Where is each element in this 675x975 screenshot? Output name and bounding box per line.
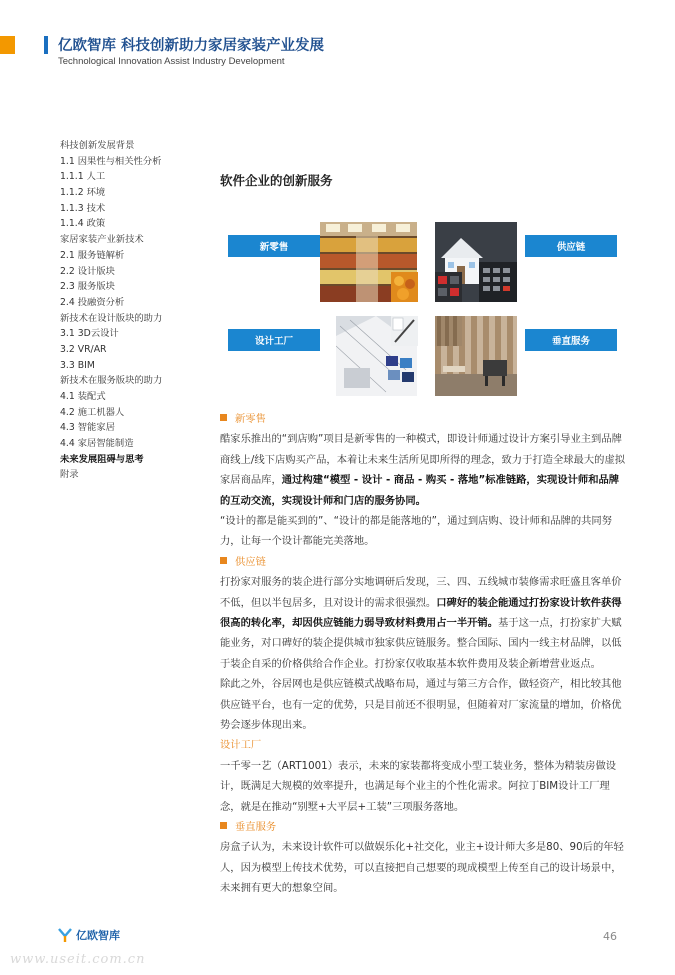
- toc-item[interactable]: 4.4 家居智能制造: [60, 438, 134, 450]
- toc-item[interactable]: 3.3 BIM: [60, 359, 95, 371]
- page-title: 亿欧智库 科技创新助力家居家装产业发展: [58, 38, 325, 54]
- tile-wall-image: [435, 316, 462, 346]
- paragraph: “设计的都是能买到的”、“设计的都是能落地的”，通过到店购、设计师和品牌的共同努力，让每一个设计都能完美落地。: [220, 515, 613, 548]
- label-design-factory[interactable]: 设计工厂: [228, 329, 320, 351]
- heading-supply-chain: 供应链: [220, 552, 628, 572]
- label-new-retail[interactable]: 新零售: [228, 235, 320, 257]
- square-bullet-icon: [220, 822, 227, 829]
- toc-item[interactable]: 4.3 智能家居: [60, 422, 115, 434]
- toc-item[interactable]: 附录: [60, 469, 79, 481]
- footer-logo-text: 亿欧智库: [76, 929, 120, 942]
- toc-item[interactable]: 3.1 3D云设计: [60, 328, 119, 340]
- toc-item[interactable]: 家居家装产业新技术: [60, 234, 144, 246]
- tile-pen-image: [391, 316, 418, 346]
- toc-sidebar: [60, 138, 210, 483]
- toc-item[interactable]: 4.1 装配式: [60, 391, 106, 402]
- paragraph: 打扮家对服务的装企进行部分实地调研后发现，三、四、五线城市装修需求旺盛且客单价不低，但以半包居多，且对设计的需求很强烈。口碑好的装企能通过打扮家设计软件获得很高的转化率，却因供应链能力弱导致材料费用占一半开销。基于这一点，打扮家扩大赋能业务，对口碑好的装企提供城市独家供应链服务。整合国际、国内一线主材品牌，以低于装企自采的价格供给合作企业。打扮家仅收取基本软件费用及装企新增营业返点。: [220, 576, 622, 670]
- label-supply-chain[interactable]: 供应链: [525, 235, 617, 257]
- toc-item[interactable]: 1.1.1 人工: [60, 171, 106, 183]
- page-subtitle: Technological Innovation Assist Industry Development: [58, 56, 285, 67]
- toc-item[interactable]: 2.4 投融资分析: [60, 296, 125, 308]
- toc-item[interactable]: 新技术在服务版块的助力: [60, 375, 163, 387]
- toc-item[interactable]: 1.1.3 技术: [60, 202, 106, 214]
- body-content: [220, 409, 628, 899]
- toc-item[interactable]: 1.1 因果性与相关性分析: [60, 155, 162, 167]
- watermark: www.useit.com.cn: [10, 952, 146, 967]
- paragraph: 酷家乐推出的“到店购”项目是新零售的一种模式，即设计师通过设计方案引导业主到品牌商线上/线下店购买产品，本着让未来生活所见即所得的理念，致力于打造全球最大的虚拟家居商品库，通过构建“模型 - 设计 - 商品 - 购买 - 落地”标准链路，实现设计师和品牌的互动交流，实现设计师和门店的服务协同。: [220, 433, 626, 507]
- paragraph: 房盒子认为，未来设计软件可以做娱乐化+社交化，业主+设计师大多是80、90后的年轻人，因为模型上传技术优势，可以直接把自己想要的现成模型上传至自己的设计场景中，未来拥有更大的想象空间。: [220, 841, 624, 895]
- header-blue-bar: [44, 36, 48, 54]
- label-vertical-service[interactable]: 垂直服务: [525, 329, 617, 351]
- square-bullet-icon: [220, 414, 227, 421]
- heading-new-retail: 新零售: [220, 409, 628, 429]
- toc-item[interactable]: 新技术在设计版块的助力: [60, 312, 163, 324]
- toc-item[interactable]: 1.1.2 环境: [60, 187, 106, 199]
- toc-item[interactable]: 4.2 施工机器人: [60, 406, 125, 418]
- iyiou-logo-icon: [57, 927, 73, 943]
- paragraph: 除此之外，谷居网也是供应链模式战略布局，通过与第三方合作，做轻资产，相比较其他供应链平台，也有一定的优势，只是目前还不很明显，但随着对厂家流量的增加，价格优势会逐步体现出来。: [220, 678, 622, 732]
- heading-design-factory: 设计工厂: [220, 739, 262, 752]
- paragraph: 一千零一艺（ART1001）表示，未来的家装都将变成小型工装业务，整体为精装房做设计，既满足大规模的效率提升，也满足每个业主的个性化需求。阿拉丁BIM设计工厂理念，就是在推动“别墅+大平层+工装”三项服务落地。: [220, 759, 617, 813]
- toc-item[interactable]: 未来发展阻碍与思考: [60, 453, 144, 465]
- page-number: 46: [603, 930, 617, 943]
- toc-item[interactable]: 2.1 服务链解析: [60, 249, 125, 261]
- toc-item[interactable]: 1.1.4 政策: [60, 218, 106, 230]
- header-orange-bar: [0, 36, 15, 54]
- tile-calculator-image: [435, 272, 462, 302]
- toc-item[interactable]: 2.2 设计版块: [60, 265, 115, 277]
- square-bullet-icon: [220, 557, 227, 564]
- toc-item[interactable]: 科技创新发展背景: [60, 140, 135, 151]
- heading-vertical-service: 垂直服务: [220, 817, 628, 837]
- tile-produce-image: [391, 272, 418, 302]
- footer-logo: [57, 927, 120, 943]
- section-title: 软件企业的创新服务: [220, 173, 333, 188]
- toc-item[interactable]: 3.2 VR/AR: [60, 343, 107, 355]
- toc-item[interactable]: 2.3 服务版块: [60, 281, 115, 293]
